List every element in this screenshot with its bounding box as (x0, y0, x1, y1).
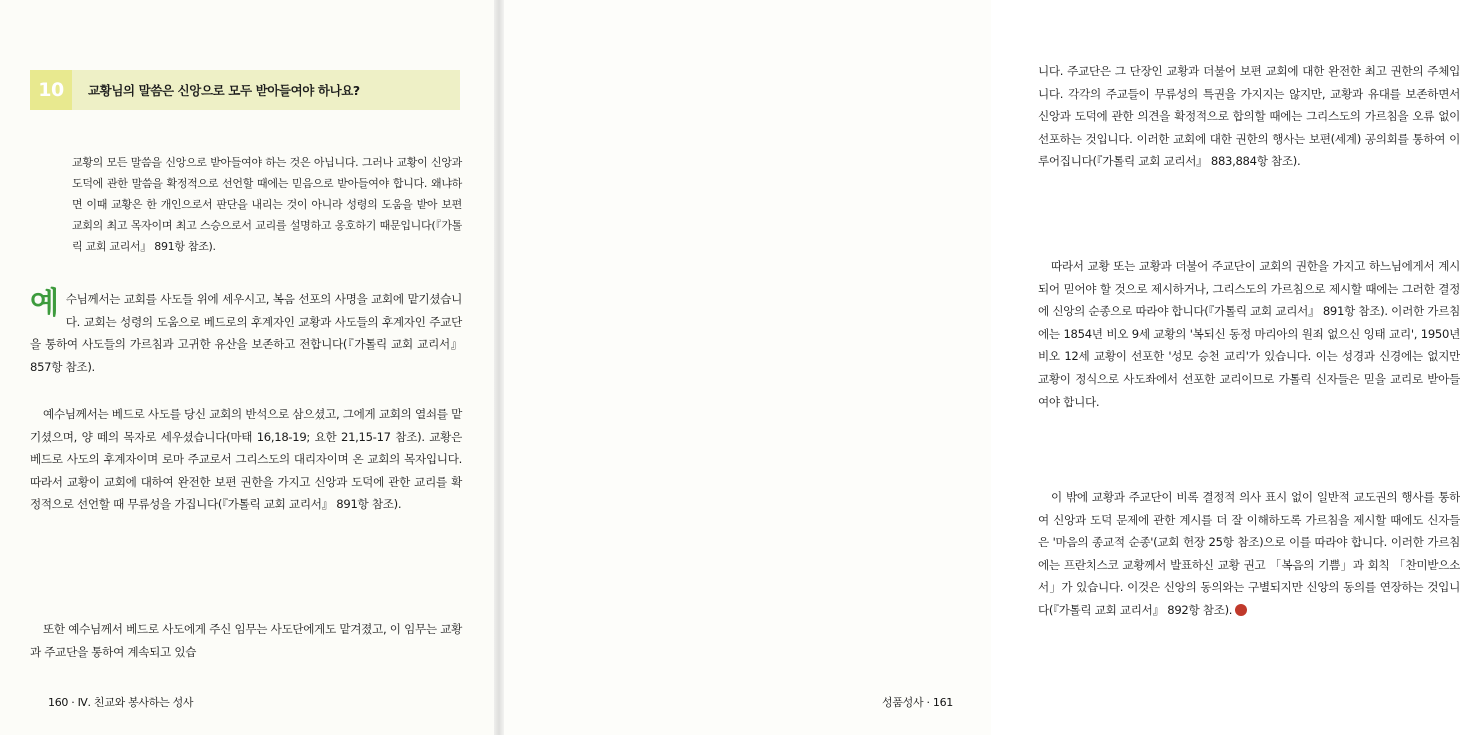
right-paragraph-1: 니다. 주교단은 그 단장인 교황과 더불어 보편 교회에 대한 완전한 최고 권한의 주체입니다. 각각의 주교들이 무류성의 특권을 가지지는 않지만, 교황과 유대를 보존하면서 신앙과 도덕에 관한 의견을 확정적으로 합의할 때에는 그리스도의 가르침을 오류 없이 선포하는 것입니다. 이러한 교회에 대한 권한의 행사는 보편(세계) 공의회를 통하여 이루어집니다(『가톨릭 교회 교리서』 883,884항 참조). (1038, 64, 1460, 169)
right-page (504, 0, 1460, 735)
question-number-box (30, 70, 72, 110)
question-number: 10 (38, 79, 64, 101)
left-page-footer: 160 · Ⅳ. 친교와 봉사하는 성사 (48, 696, 194, 709)
intro-paragraph: 교황의 모든 말씀을 신앙으로 받아들여야 하는 것은 아닙니다. 그러나 교황이 신앙과 도덕에 관한 말씀을 확정적으로 선언할 때에는 믿음으로 받아들여야 합니다. 왜냐하면 이때 교황은 한 개인으로서 판단을 내리는 것이 아니라 성령의 도움을 받아 보편 교회의 최고 목자이며 최고 스승으로서 교리를 설명하고 옹호하기 때문입니다(『가톨릭 교회 교리서』 891항 참조). (72, 156, 462, 254)
question-header-band (30, 70, 460, 110)
left-paragraph-3: 또한 예수님께서 베드로 사도에게 주신 임무는 사도단에게도 맡겨졌고, 이 임무는 교황과 주교단을 통하여 계속되고 있습 (30, 622, 462, 659)
question-title-box (72, 70, 460, 110)
right-paragraph-3 (1038, 486, 1460, 622)
end-mark-icon: ✚ (1235, 604, 1247, 616)
right-page-footer: 성품성사 · 161 (882, 696, 953, 709)
answer-paragraph: 수님께서는 교회를 사도들 위에 세우시고, 복음 선포의 사명을 교회에 맡기셨습니다. 교회는 성령의 도움으로 베드로의 후계자인 교황과 사도들의 후계자인 주교단을 통하여 사도들의 가르침과 고귀한 유산을 보존하고 전합니다(『가톨릭 교회 교리서』 857항 참조). (30, 292, 462, 374)
book-gutter (494, 0, 504, 735)
left-paragraph-2: 예수님께서는 베드로 사도를 당신 교회의 반석으로 삼으셨고, 그에게 교회의 열쇠를 맡기셨으며, 양 떼의 목자로 세우셨습니다(마태 16,18-19; 요한 21,15-17 참조). 교황은 베드로 사도의 후계자이며 로마 주교로서 그리스도의 대리자이며 온 교회의 목자입니다. 따라서 교황이 교회에 대하여 완전한 보편 권한을 가지고 신앙과 도덕에 관한 교리를 확정적으로 선언할 때 무류성을 가집니다(『가톨릭 교회 교리서』 891항 참조). (30, 407, 462, 512)
answer-block (30, 288, 462, 378)
question-title: 교황님의 말씀은 신앙으로 모두 받아들여야 하나요? (88, 83, 360, 98)
answer-marker: 예 (30, 286, 59, 321)
right-paragraph-3-text: 이 밖에 교황과 주교단이 비록 결정적 의사 표시 없이 일반적 교도권의 행사를 통하여 신앙과 도덕 문제에 관한 계시를 더 잘 이해하도록 가르침을 제시할 때에도 신자들은 '마음의 종교적 순종'(교회 헌장 25항 참조)으로 이를 따라야 합니다. 이러한 가르침에는 프란치스코 교황께서 발표하신 교황 권고 「복음의 기쁨」과 회칙 「찬미받으소서」가 있습니다. 이것은 신앙의 동의와는 구별되지만 신앙의 동의를 연장하는 것입니다(『가톨릭 교회 교리서』 892항 참조). (1038, 490, 1460, 617)
right-paragraph-2: 따라서 교황 또는 교황과 더불어 주교단이 교회의 권한을 가지고 하느님에게서 계시되어 믿어야 할 것으로 제시하거나, 그리스도의 가르침으로 제시할 때에는 그러한 결정에 신앙의 순종으로 따라야 합니다(『가톨릭 교회 교리서』 891항 참조). 이러한 가르침에는 1854년 비오 9세 교황의 '복되신 동정 마리아의 원죄 없으신 잉태 교리', 1950년 비오 12세 교황이 선포한 '성모 승천 교리'가 있습니다. 이는 성경과 신경에는 없지만 교황이 정식으로 사도좌에서 선포한 교리이므로 가톨릭 신자들은 믿을 교리로 받아들여야 합니다. (1038, 259, 1460, 409)
left-page (0, 0, 494, 735)
